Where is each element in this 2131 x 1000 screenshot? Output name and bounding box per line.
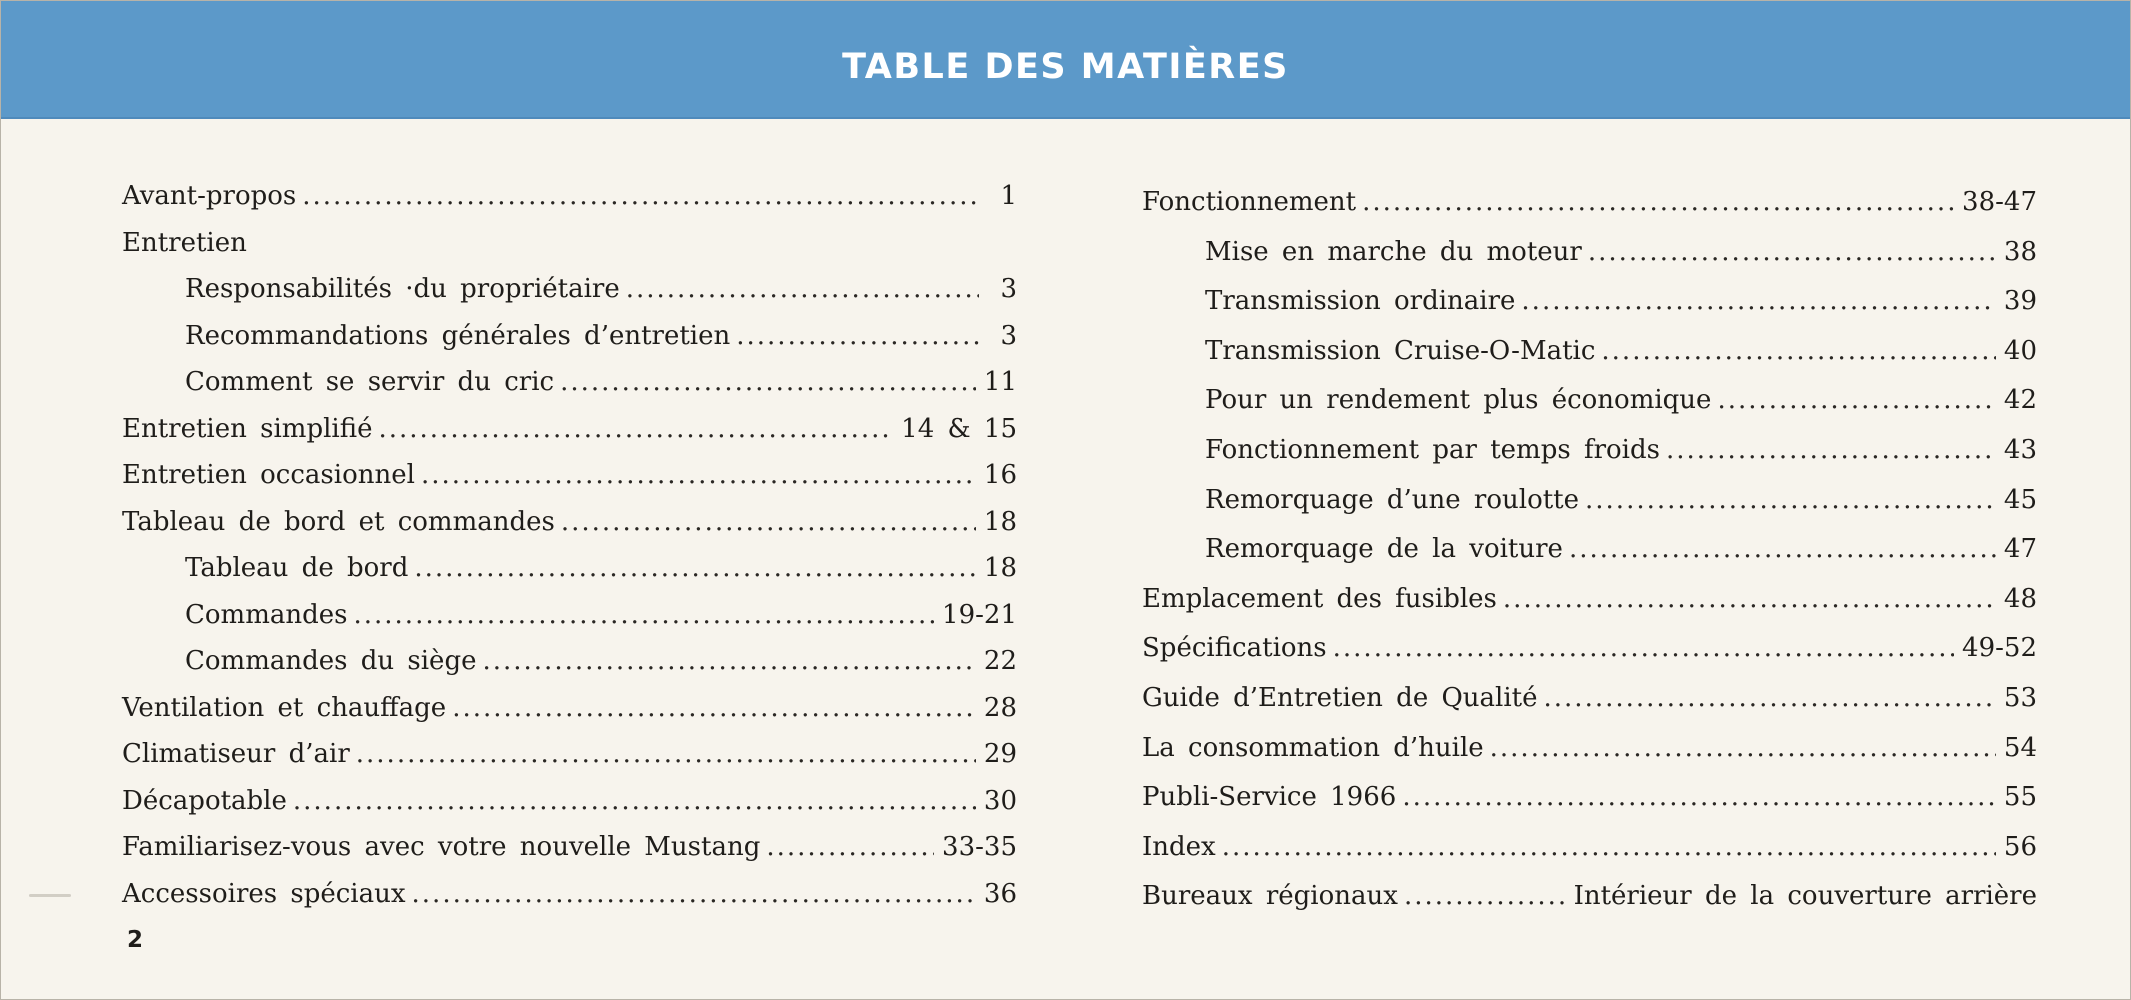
toc-entry-page: Intérieur de la couverture arrière bbox=[1573, 881, 2037, 912]
toc-entry bbox=[122, 173, 1017, 220]
toc-entry-title: Remorquage d’une roulotte bbox=[1205, 484, 1580, 515]
dot-leader bbox=[302, 173, 979, 220]
toc-entry bbox=[1142, 178, 2037, 228]
toc-entry-page: 18 bbox=[983, 553, 1017, 583]
toc-entry bbox=[1142, 823, 2037, 873]
toc-entry-title: Tableau de bord bbox=[185, 553, 409, 583]
toc-entry bbox=[122, 685, 1017, 732]
toc-entry-title: Pour un rendement plus économique bbox=[1205, 385, 1712, 416]
toc-entry-page: 38 bbox=[2003, 236, 2037, 267]
toc-entry-title: Remorquage de la voiture bbox=[1205, 534, 1563, 565]
toc-entry-title: Spécifications bbox=[1142, 633, 1327, 664]
toc-entry-title: Décapotable bbox=[122, 785, 287, 816]
toc-entry bbox=[122, 545, 1017, 592]
paper-smudge bbox=[29, 894, 71, 897]
toc-entry bbox=[122, 638, 1017, 685]
toc-entry-title: Commandes bbox=[185, 599, 348, 630]
toc-entry-page: 54 bbox=[2003, 732, 2037, 763]
toc-right-column bbox=[1142, 178, 2037, 922]
dot-leader bbox=[1717, 376, 1995, 426]
dot-leader bbox=[1490, 724, 1996, 774]
dot-leader bbox=[1521, 277, 1995, 327]
toc-entry-page: 48 bbox=[2003, 583, 2037, 614]
toc-entry-page: 33-35 bbox=[942, 832, 1017, 862]
toc-entry-title: Publi-Service 1966 bbox=[1142, 782, 1397, 813]
toc-entry-page: 47 bbox=[2003, 534, 2037, 565]
toc-entry-page: 45 bbox=[2003, 484, 2037, 515]
toc-entry-page: 42 bbox=[2003, 385, 2037, 416]
dot-leader bbox=[1588, 228, 1996, 278]
toc-entry bbox=[1142, 674, 2037, 724]
toc-entry-page: 11 bbox=[983, 367, 1017, 397]
toc-entry-page: 53 bbox=[2003, 682, 2037, 713]
toc-entry bbox=[1142, 624, 2037, 674]
toc-entry-page: 55 bbox=[2003, 782, 2037, 813]
toc-entry-title: Recommandations générales d’entretien bbox=[185, 320, 731, 351]
toc-entry-page: 29 bbox=[983, 739, 1017, 769]
toc-entry-title: Familiarisez-vous avec votre nouvelle Mustang bbox=[122, 832, 761, 862]
toc-entry bbox=[122, 778, 1017, 825]
dot-leader bbox=[736, 313, 979, 360]
dot-leader bbox=[1585, 476, 1996, 526]
toc-entry-page: 19-21 bbox=[942, 599, 1017, 630]
dot-leader bbox=[482, 638, 975, 685]
toc-entry-title: Commandes du siège bbox=[185, 646, 477, 676]
toc-entry-page: 43 bbox=[2003, 434, 2037, 465]
toc-entry bbox=[122, 592, 1017, 639]
toc-entry bbox=[122, 359, 1017, 406]
toc-entry-title: Responsabilités ·du propriétaire bbox=[185, 274, 620, 304]
toc-entry bbox=[122, 871, 1017, 918]
dot-leader bbox=[1402, 773, 1996, 823]
toc-entry-title: Entretien occasionnel bbox=[122, 460, 415, 490]
toc-entry-title: Bureaux régionaux bbox=[1142, 881, 1398, 912]
toc-entry-title: Entretien simplifié bbox=[122, 413, 373, 444]
toc-entry bbox=[122, 824, 1017, 871]
dot-leader bbox=[356, 731, 976, 778]
toc-entry-page: 38-47 bbox=[1962, 187, 2037, 217]
dot-leader bbox=[766, 824, 934, 871]
toc-entry-title: La consommation d’huile bbox=[1142, 732, 1484, 763]
toc-entry bbox=[1142, 575, 2037, 625]
toc-entry bbox=[1142, 525, 2037, 575]
toc-entry bbox=[1142, 773, 2037, 823]
toc-entry-title: Fonctionnement par temps froids bbox=[1205, 434, 1660, 465]
title-banner bbox=[1, 1, 2130, 119]
toc-entry-title: Emplacement des fusibles bbox=[1142, 583, 1497, 614]
toc-entry-page: 14 & 15 bbox=[901, 413, 1017, 444]
toc-entry-title: Index bbox=[1142, 831, 1216, 862]
toc-entry-title: Guide d’Entretien de Qualité bbox=[1142, 682, 1538, 713]
toc-entry-title: Fonctionnement bbox=[1142, 187, 1357, 217]
toc-entry-title: Avant-propos bbox=[122, 181, 297, 211]
toc-entry-title: Transmission Cruise-O-Matic bbox=[1205, 335, 1596, 366]
toc-entry bbox=[122, 220, 1017, 267]
dot-leader bbox=[412, 871, 976, 918]
dot-leader bbox=[1569, 525, 1996, 575]
toc-entry-page: 39 bbox=[2003, 286, 2037, 317]
toc-entry-page: 30 bbox=[983, 785, 1017, 816]
toc-entry-title: Comment se servir du cric bbox=[185, 367, 555, 397]
toc-entry bbox=[1142, 277, 2037, 327]
toc-entry-title: Transmission ordinaire bbox=[1205, 286, 1516, 317]
toc-entry-page: 3 bbox=[1000, 274, 1017, 304]
toc-entry-title: Accessoires spéciaux bbox=[122, 878, 406, 909]
dot-leader bbox=[1503, 575, 1996, 625]
dot-leader bbox=[626, 266, 979, 313]
toc-entry bbox=[122, 731, 1017, 778]
dot-leader bbox=[378, 406, 893, 453]
toc-entry-page: 16 bbox=[983, 460, 1017, 490]
toc-entry bbox=[1142, 872, 2037, 922]
toc-entry bbox=[1142, 476, 2037, 526]
toc-entry-page: 22 bbox=[983, 646, 1017, 676]
toc-entry bbox=[1142, 228, 2037, 278]
toc-entry-title: Entretien bbox=[122, 227, 247, 258]
toc-entry-page: 40 bbox=[2003, 335, 2037, 366]
dot-leader bbox=[1333, 624, 1954, 674]
dot-leader bbox=[1362, 178, 1954, 228]
dot-leader bbox=[1666, 426, 1996, 476]
toc-entry bbox=[122, 452, 1017, 499]
toc-entry bbox=[122, 499, 1017, 546]
dot-leader bbox=[1601, 327, 1996, 377]
toc-entry bbox=[1142, 426, 2037, 476]
toc-entry-title: Mise en marche du moteur bbox=[1205, 236, 1582, 267]
toc-entry bbox=[122, 406, 1017, 453]
toc-left-column bbox=[122, 173, 1017, 917]
toc-entry-title: Climatiseur d’air bbox=[122, 739, 350, 769]
toc-entry bbox=[1142, 724, 2037, 774]
page-title: TABLE DES MATIÈRES bbox=[842, 47, 1289, 87]
toc-entry-page: 3 bbox=[1000, 320, 1017, 351]
toc-entry-page: 49-52 bbox=[1962, 633, 2037, 664]
toc-entry-page: 56 bbox=[2003, 831, 2037, 862]
dot-leader bbox=[561, 499, 976, 546]
toc-entry-page: 36 bbox=[983, 878, 1017, 909]
dot-leader bbox=[1544, 674, 1996, 724]
toc-entry bbox=[122, 313, 1017, 360]
dot-leader bbox=[353, 592, 934, 639]
toc-entry bbox=[122, 266, 1017, 313]
toc-entry-page: 28 bbox=[983, 692, 1017, 723]
dot-leader bbox=[1404, 872, 1566, 922]
toc-entry-title: Ventilation et chauffage bbox=[122, 692, 447, 723]
toc-entry-title: Tableau de bord et commandes bbox=[122, 506, 555, 537]
dot-leader bbox=[452, 685, 976, 732]
toc-entry-page: 1 bbox=[1000, 181, 1017, 211]
page-number: 2 bbox=[127, 927, 144, 953]
dot-leader bbox=[421, 452, 976, 499]
toc-entry-page: 18 bbox=[983, 506, 1017, 537]
toc-entry bbox=[1142, 327, 2037, 377]
toc-entry bbox=[1142, 376, 2037, 426]
dot-leader bbox=[560, 359, 976, 406]
dot-leader bbox=[414, 545, 976, 592]
dot-leader bbox=[1222, 823, 1996, 873]
dot-leader bbox=[293, 778, 976, 825]
